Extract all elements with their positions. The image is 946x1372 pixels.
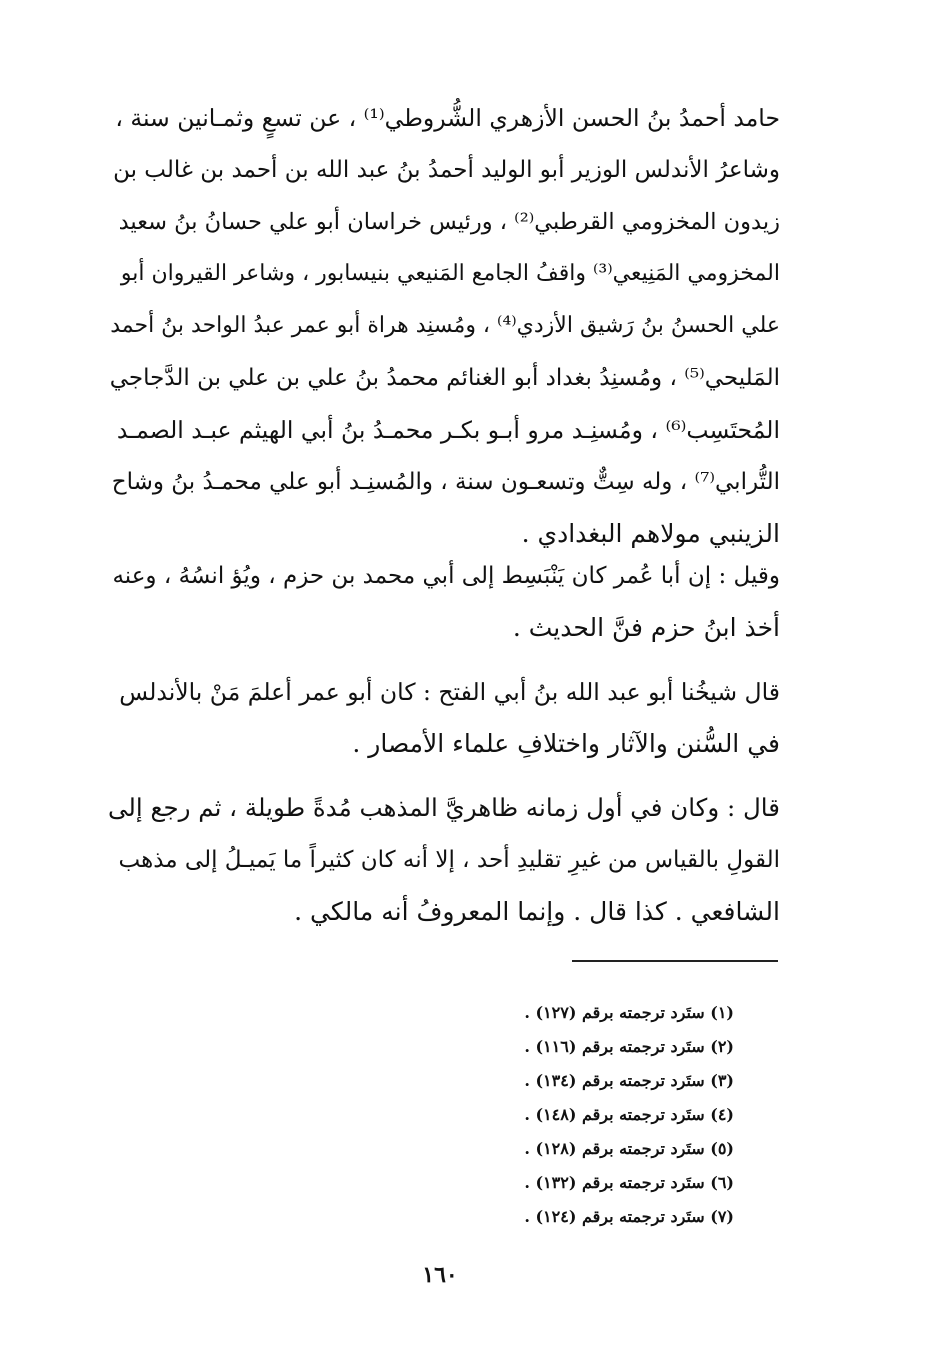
- text-line: المخزومي المَنِيعي⁽³⁾ واقفُ الجامع المَنيعي بنيسابور ، وشاعر القيروان أبو: [120, 261, 780, 286]
- paragraph-4: [108, 782, 780, 938]
- footnote-item: (٦) ستَرد ترجمته برقم (١٣٢) .: [524, 1173, 734, 1192]
- footnote-item: (٧) ستَرد ترجمته برقم (١٢٤) .: [524, 1207, 734, 1226]
- text-line: زيدون المخزومي القرطبي⁽²⁾ ، ورئيس خراسان أبو علي حسانُ بنُ سعيد: [118, 209, 780, 235]
- paragraph-3: [108, 666, 780, 770]
- text-line: حامد أحمدُ بنُ الحسن الأزهري الشُّروطي⁽¹⁾ ، عن تسعٍ وثمـانين سنة ،: [115, 104, 780, 132]
- paragraph-1: [108, 92, 780, 560]
- text-line: في السُّنن والآثار واختلافِ علماء الأمصار .: [352, 729, 780, 758]
- paragraph-2: [108, 550, 780, 654]
- footnotes: [460, 996, 734, 1234]
- text-line: المُحتَسِب⁽⁶⁾ ، ومُسنِـد مرو أبـو بكـر محمـدُ بنُ أبي الهيثم عبـد الصمـد: [116, 416, 780, 444]
- footnote-item: (٤) ستَرد ترجمته برقم (١٤٨) .: [524, 1105, 734, 1124]
- text-line: قال : وكان في أول زمانه ظاهريَّ المذهب مُدةً طويلة ، ثم رجع إلى: [108, 793, 780, 822]
- footnote-item: (٥) ستَرد ترجمته برقم (١٢٨) .: [524, 1139, 734, 1158]
- text-line: علي الحسنُ بنُ رَشيق الأزدي⁽⁴⁾ ، ومُسنِد هراة أبو عمر عبدُ الواحد بنُ أحمد: [110, 313, 780, 338]
- text-line: قال شيخُنا أبو عبد الله بنُ أبي الفتح : كان أبو عمر أعلمَ مَنْ بالأندلس: [119, 678, 780, 706]
- text-line: الزينبي مولاهم البغدادي .: [521, 519, 780, 548]
- text-line: أخذ ابنُ حزم فنَّ الحديث .: [512, 613, 780, 642]
- text-line: المَليحي⁽⁵⁾ ، ومُسنِدُ بغداد أبو الغنائم محمدُ بنُ علي بن علي بن الدَّجاجي: [109, 365, 780, 391]
- text-line: الشافعي . كذا قال . وإنما المعروفُ أنه مالكي .: [294, 897, 780, 926]
- footnote-divider: [572, 960, 778, 962]
- footnote-item: (٢) ستَرد ترجمته برقم (١١٦) .: [524, 1037, 734, 1056]
- text-line: وقيل : إن أبا عُمر كان يَنْبَسِط إلى أبي محمد بن حزم ، ويُؤ انسُهُ ، وعنه: [112, 563, 780, 589]
- page-number: ١٦٠: [422, 1262, 458, 1288]
- text-line: التُّرابي⁽⁷⁾ ، وله سِتٌّ وتسعـون سنة ، والمُسنِـد أبو علي محمـدُ بنُ وشاح: [111, 469, 780, 495]
- footnote-item: (٣) ستَرد ترجمته برقم (١٣٤) .: [524, 1071, 734, 1090]
- text-line: وشاعرُ الأندلس الوزير أبو الوليد أحمدُ بنُ عبد الله بن أحمد بن غالب بن: [113, 157, 780, 183]
- footnote-item: (١) ستَرد ترجمته برقم (١٢٧) .: [524, 1003, 734, 1022]
- text-line: القولِ بالقياس من غيرِ تقليدِ أحد ، إلا أنه كان كثيراً ما يَميـلُ إلى مذهب: [118, 847, 780, 873]
